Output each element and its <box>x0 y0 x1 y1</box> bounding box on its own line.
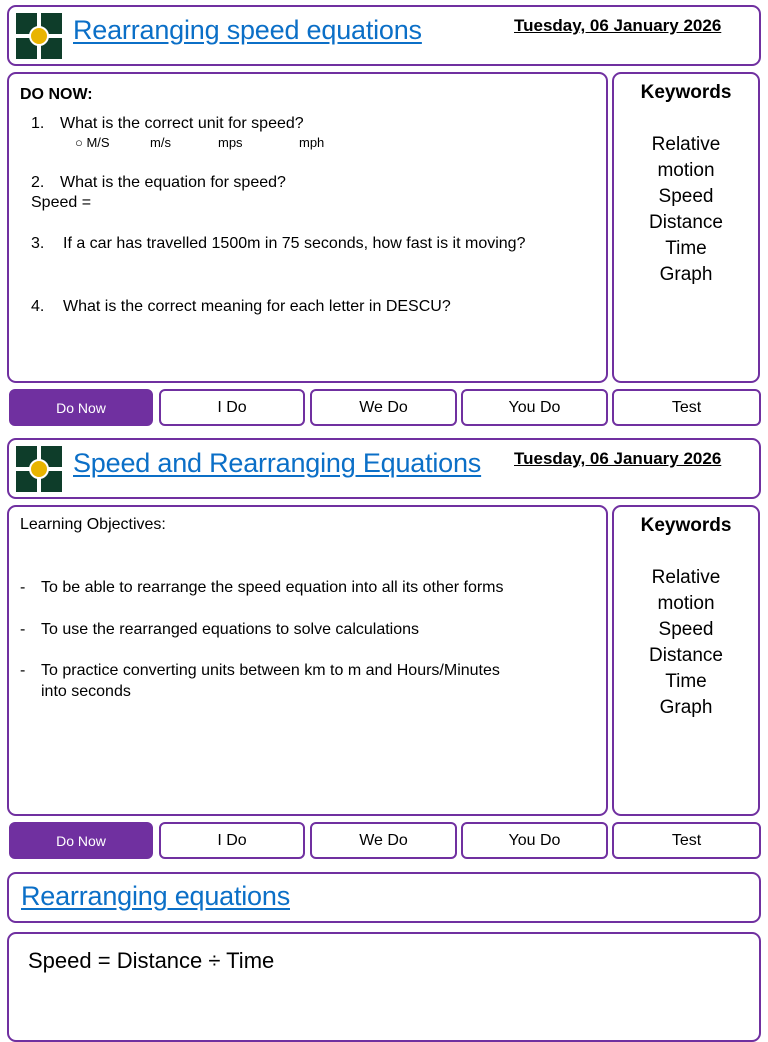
slide1-title[interactable]: Rearranging speed equations <box>73 15 422 45</box>
slide2-date: Tuesday, 06 January 2026 <box>514 449 722 468</box>
school-logo-icon <box>16 446 62 492</box>
unit-option-3: mps <box>218 135 243 150</box>
nav-i-do-button[interactable]: I Do <box>159 389 305 426</box>
keyword-item: Speed <box>658 619 714 640</box>
objective-item: To be able to rearrange the speed equation into all its other forms <box>41 579 504 596</box>
nav-you-do-button[interactable]: You Do <box>461 389 608 426</box>
keyword-item: Speed <box>658 186 714 207</box>
keyword-item: Time <box>665 671 707 692</box>
nav-do-now-button[interactable]: Do Now <box>9 822 153 859</box>
speed-equation: Speed = Distance ÷ Time <box>28 948 275 973</box>
question-1: What is the correct unit for speed? <box>60 115 304 132</box>
slide3-title[interactable]: Rearranging equations <box>21 881 290 911</box>
question-4: What is the correct meaning for each letter in DESCU? <box>63 298 451 315</box>
keyword-item: Distance <box>649 212 723 233</box>
keywords-title: Keywords <box>640 515 732 536</box>
nav-i-do-button[interactable]: I Do <box>159 822 305 859</box>
slide1-date: Tuesday, 06 January 2026 <box>514 16 722 35</box>
question-4-number: 4. <box>31 298 45 315</box>
keyword-item: Relative <box>651 134 721 155</box>
keyword-item: motion <box>657 593 715 614</box>
bullet: - <box>20 621 26 638</box>
unit-option-1: ○ M/S <box>75 135 110 150</box>
slide2-keywords-panel <box>612 505 760 816</box>
slide2-objectives-panel <box>7 505 608 816</box>
keyword-item: Relative <box>651 567 721 588</box>
objective-item-continued: into seconds <box>41 683 131 700</box>
nav-test-button[interactable]: Test <box>612 822 761 859</box>
keyword-item: motion <box>657 160 715 181</box>
question-3: If a car has travelled 1500m in 75 seconds, how fast is it moving? <box>63 235 526 252</box>
keyword-item: Graph <box>659 697 713 718</box>
slide3-content-panel <box>7 932 761 1042</box>
slide1-do-now-panel <box>7 72 608 383</box>
school-logo-icon <box>16 13 62 59</box>
question-2-number: 2. <box>31 174 45 191</box>
bullet: - <box>20 662 26 679</box>
slide1-keywords-panel <box>612 72 760 383</box>
objectives-heading: Learning Objectives: <box>20 516 166 533</box>
nav-you-do-button[interactable]: You Do <box>461 822 608 859</box>
nav-we-do-button[interactable]: We Do <box>310 389 457 426</box>
nav-test-button[interactable]: Test <box>612 389 761 426</box>
keywords-list <box>614 132 758 288</box>
unit-option-4: mph <box>299 135 325 150</box>
do-now-heading: DO NOW: <box>20 86 93 103</box>
objective-item: To use the rearranged equations to solve calculations <box>41 621 420 638</box>
question-1-number: 1. <box>31 115 45 132</box>
nav-do-now-button[interactable]: Do Now <box>9 389 153 426</box>
keyword-item: Distance <box>649 645 723 666</box>
keyword-item: Graph <box>659 264 713 285</box>
objective-item: To practice converting units between km to m and Hours/Minutes <box>41 662 500 679</box>
nav-we-do-button[interactable]: We Do <box>310 822 457 859</box>
slide2-title[interactable]: Speed and Rearranging Equations <box>73 448 482 478</box>
keyword-item: Time <box>665 238 707 259</box>
question-2-answer: Speed = <box>31 194 92 211</box>
bullet: - <box>20 579 26 596</box>
unit-option-2: m/s <box>150 135 171 150</box>
keywords-title: Keywords <box>640 82 732 103</box>
question-2: What is the equation for speed? <box>60 174 286 191</box>
question-3-number: 3. <box>31 235 45 252</box>
keywords-list <box>614 565 758 721</box>
